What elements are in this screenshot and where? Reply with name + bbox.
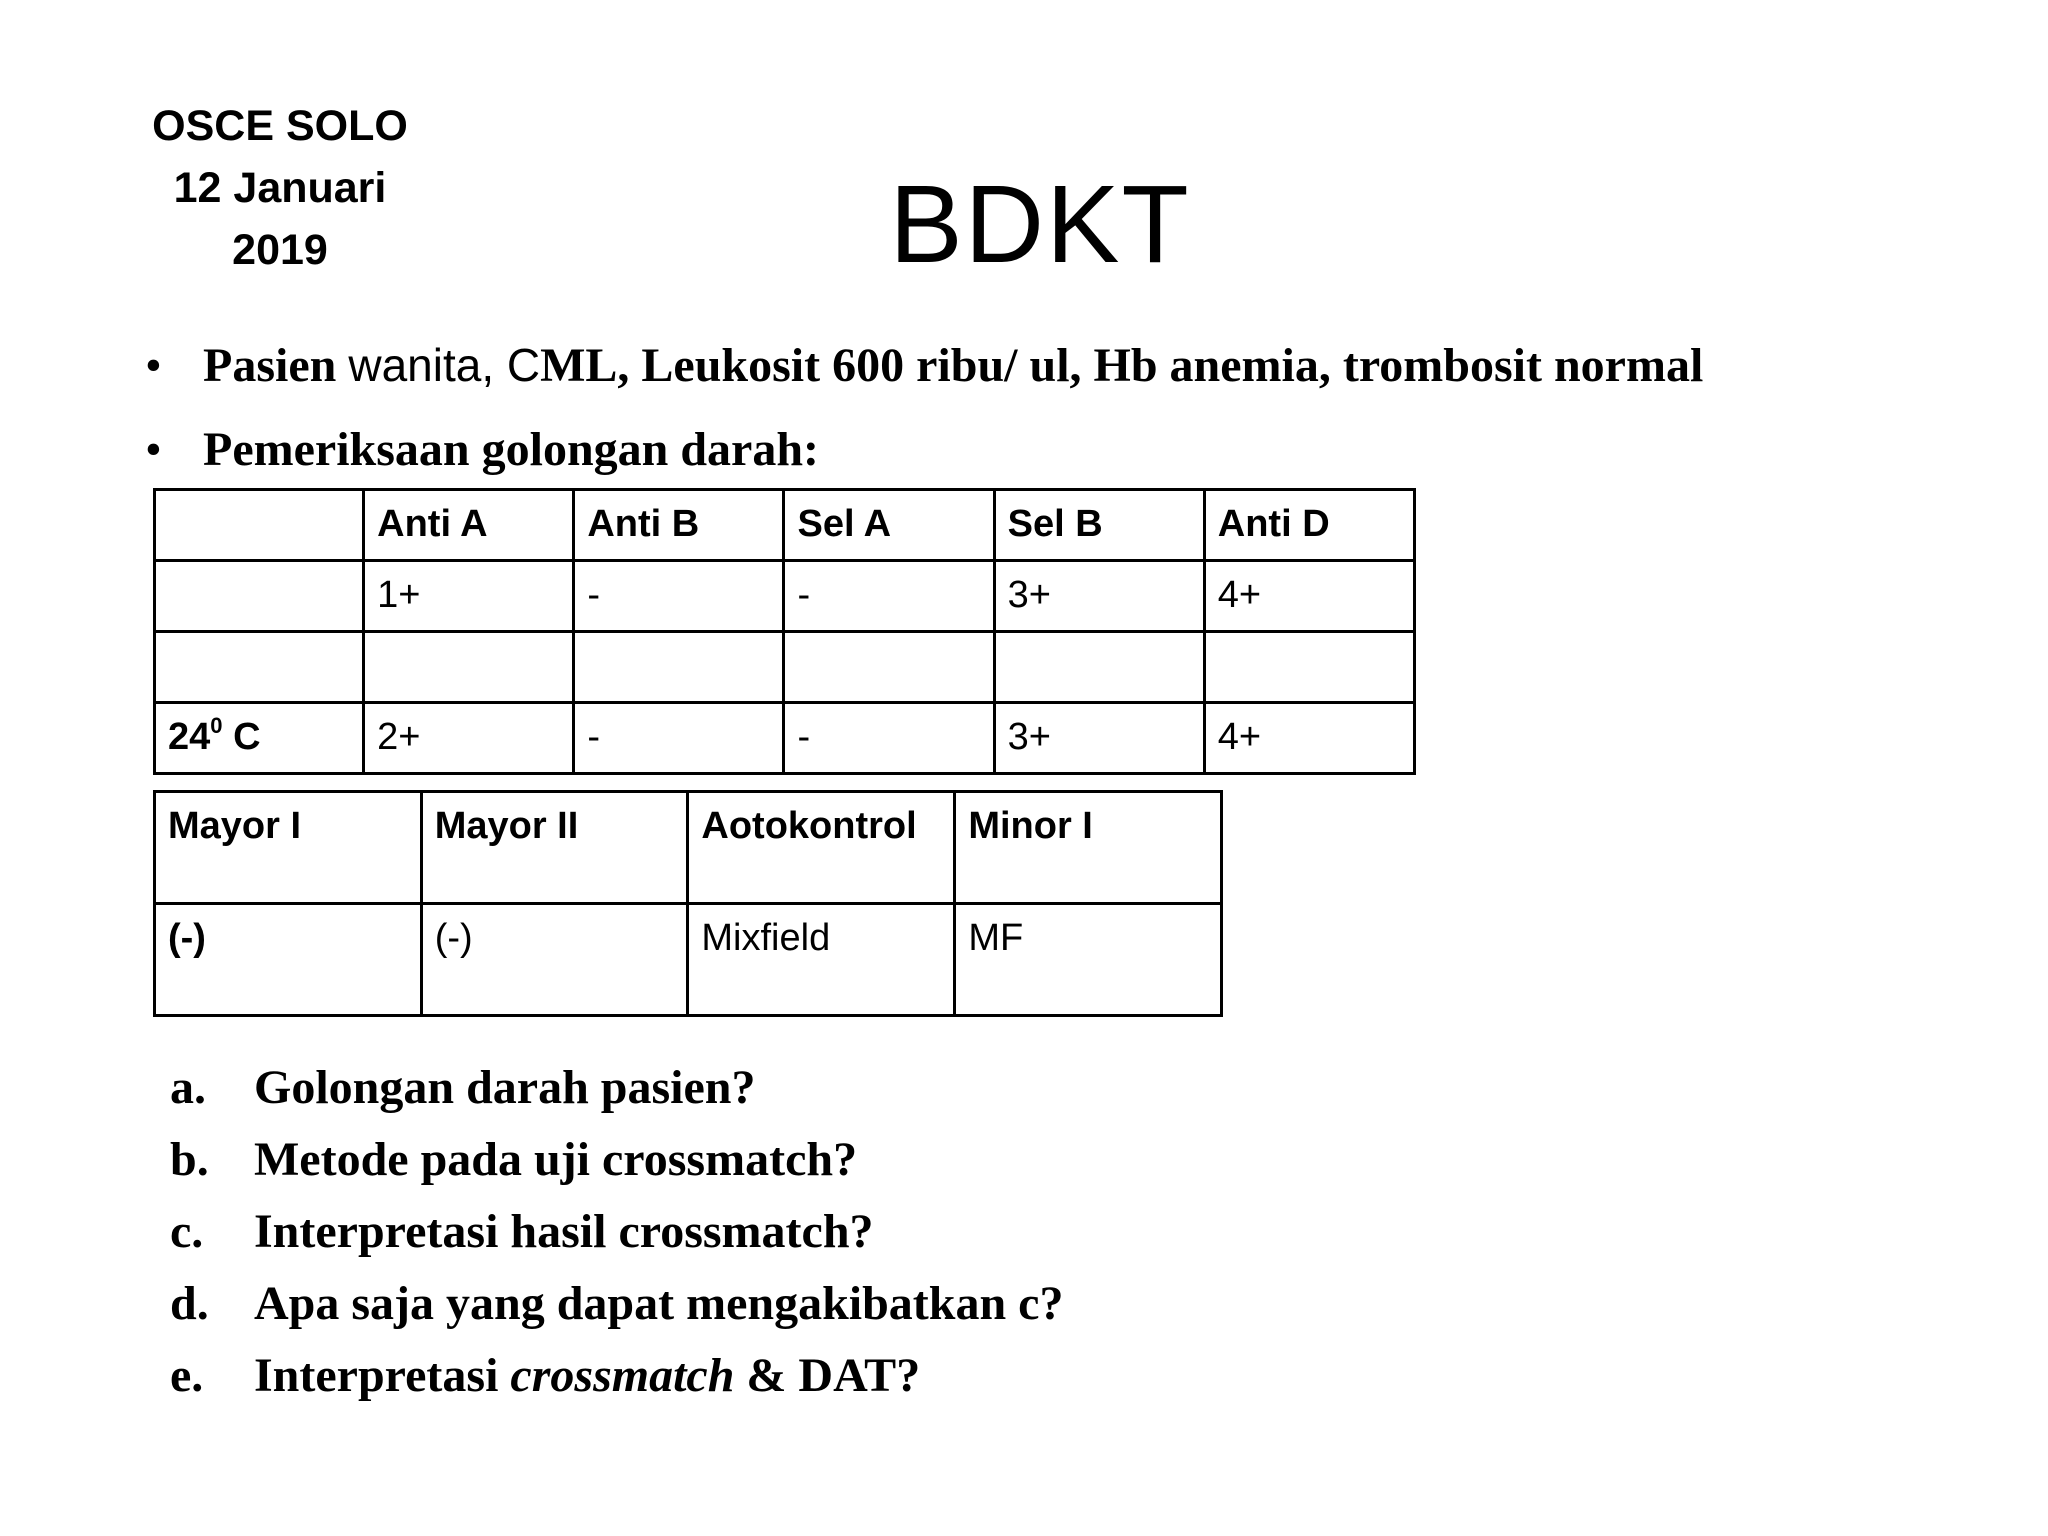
slide-title: BDKT	[889, 163, 1191, 286]
question-letter: a.	[170, 1061, 206, 1114]
table-cell: 4+	[1204, 561, 1414, 632]
table-cell: (-)	[421, 904, 688, 1016]
question-text: Golongan darah pasien?	[254, 1061, 756, 1114]
question-letter: d.	[170, 1277, 209, 1330]
table-cell: 1+	[364, 561, 574, 632]
question-text: Apa saja yang dapat mengakibatkan c?	[254, 1277, 1064, 1330]
table-cell	[155, 632, 364, 703]
crossmatch-table	[153, 790, 1223, 1017]
degree-superscript: 0	[210, 713, 223, 738]
question-letter: b.	[170, 1133, 209, 1186]
table-cell: Mixfield	[688, 904, 955, 1016]
table-row-temperature	[155, 703, 1415, 774]
table-cell: 2+	[364, 703, 574, 774]
bullet-blood-exam	[145, 420, 819, 480]
table-cell: MF	[955, 904, 1222, 1016]
bullet-patient-info	[145, 335, 1703, 396]
table-cell	[574, 632, 784, 703]
temperature-value: 24	[168, 716, 211, 758]
header-cell: Anti D	[1204, 490, 1414, 561]
table-cell: (-)	[155, 904, 422, 1016]
header-cell: Mayor I	[155, 792, 422, 904]
table-header-row	[155, 490, 1415, 561]
bullet-dot: •	[145, 339, 162, 392]
patient-info-part-3: ML, Leukosit 600 ribu/ ul, Hb anemia, trombosit normal	[540, 339, 1704, 392]
header-cell: Sel B	[994, 490, 1204, 561]
table-row	[155, 632, 1415, 703]
list-item	[170, 1124, 1063, 1196]
temperature-label	[155, 703, 364, 774]
question-text-before: Interpretasi	[254, 1349, 511, 1402]
patient-info-part-2: wanita, C	[348, 339, 541, 391]
table-cell	[1204, 632, 1414, 703]
question-list	[170, 1052, 1063, 1412]
table-row	[155, 904, 1222, 1016]
question-letter: c.	[170, 1205, 204, 1258]
question-letter: e.	[170, 1349, 204, 1402]
table-cell: -	[574, 703, 784, 774]
table-cell	[364, 632, 574, 703]
question-text-after: & DAT?	[734, 1349, 921, 1402]
list-item	[170, 1052, 1063, 1124]
exam-label-line-3: 2019	[232, 226, 328, 274]
table-cell	[155, 561, 364, 632]
table-cell: -	[784, 703, 994, 774]
header-cell: Mayor II	[421, 792, 688, 904]
header-cell	[155, 490, 364, 561]
table-header-row	[155, 792, 1222, 904]
question-text: Interpretasi hasil crossmatch?	[254, 1205, 874, 1258]
header-cell: Aotokontrol	[688, 792, 955, 904]
header-cell: Anti A	[364, 490, 574, 561]
exam-label-line-1: OSCE SOLO	[152, 102, 408, 150]
blood-exam-label: Pemeriksaan golongan darah:	[203, 423, 820, 476]
bullet-dot: •	[145, 423, 162, 476]
question-text: Metode pada uji crossmatch?	[254, 1133, 858, 1186]
header-cell: Anti B	[574, 490, 784, 561]
header-cell: Sel A	[784, 490, 994, 561]
table-cell: -	[574, 561, 784, 632]
patient-info-part-1: Pasien	[203, 339, 349, 392]
header-cell: Minor I	[955, 792, 1222, 904]
table-row	[155, 561, 1415, 632]
table-cell	[994, 632, 1204, 703]
temperature-unit: C	[222, 716, 261, 758]
table-cell: 3+	[994, 561, 1204, 632]
exam-label	[140, 95, 420, 281]
list-item	[170, 1340, 1063, 1412]
table-cell: 3+	[994, 703, 1204, 774]
blood-type-table	[153, 488, 1416, 775]
question-text-italic: crossmatch	[510, 1349, 735, 1402]
exam-label-line-2: 12 Januari	[173, 164, 387, 212]
list-item	[170, 1196, 1063, 1268]
table-cell	[784, 632, 994, 703]
table-cell: -	[784, 561, 994, 632]
list-item	[170, 1268, 1063, 1340]
table-cell: 4+	[1204, 703, 1414, 774]
